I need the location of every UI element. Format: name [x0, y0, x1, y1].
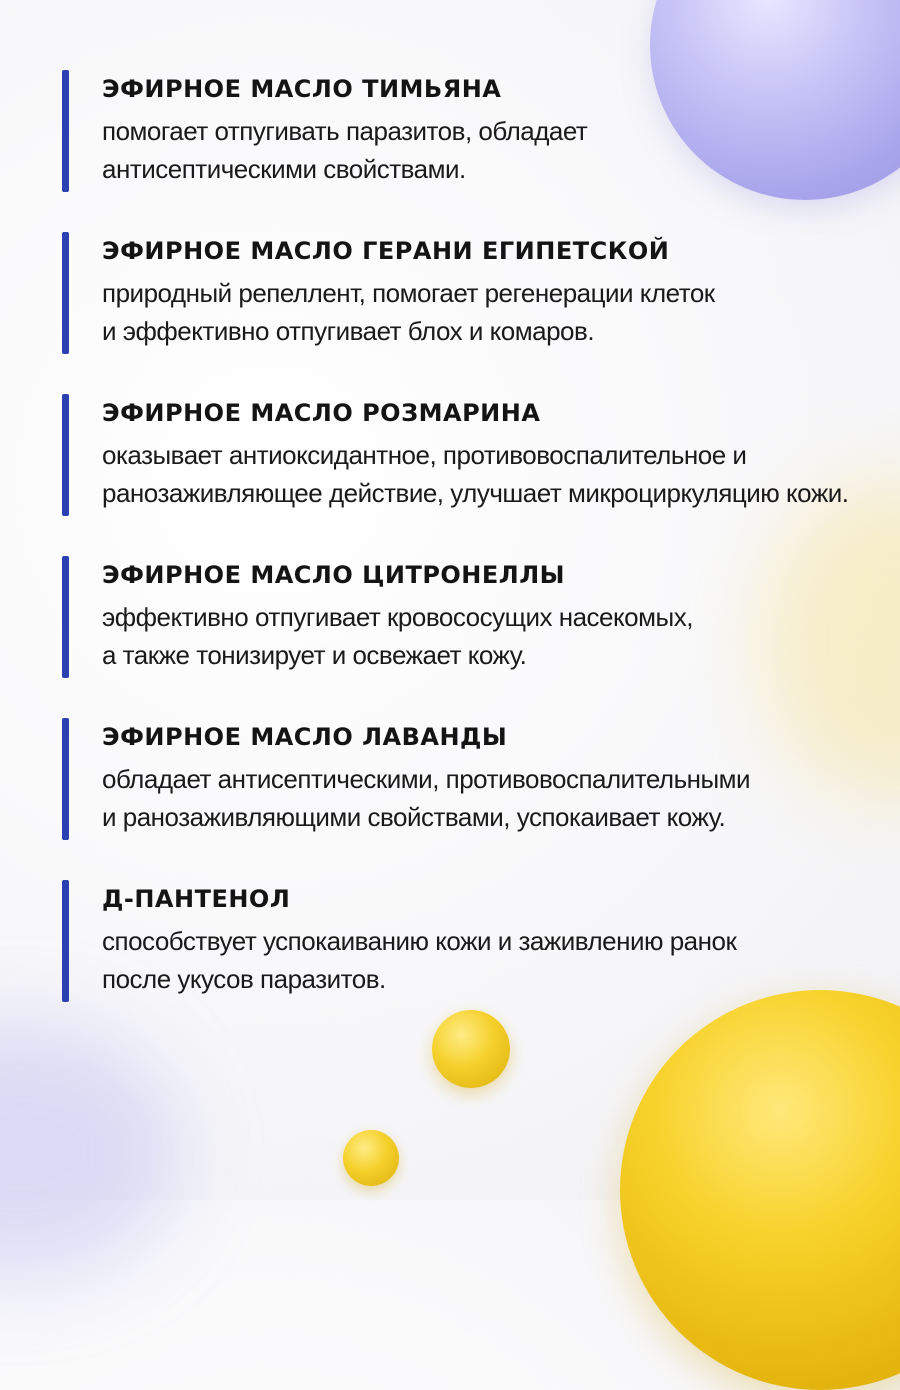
- ingredient-title: ЭФИРНОЕ МАСЛО ТИМЬЯНА: [102, 75, 502, 103]
- ingredient-title: Д-ПАНТЕНОЛ: [102, 885, 291, 913]
- ingredient-title: ЭФИРНОЕ МАСЛО ЦИТРОНЕЛЛЫ: [102, 561, 566, 589]
- ingredient-item-geranium: [62, 232, 862, 394]
- ingredient-description: эффективно отпугивает кровососущих насекомых, а также тонизирует и освежает кожу.: [102, 602, 693, 670]
- ingredient-item-lavender: [62, 718, 862, 880]
- ingredient-title: ЭФИРНОЕ МАСЛО ЛАВАНДЫ: [102, 723, 508, 751]
- ingredient-description: оказывает антиоксидантное, противовоспалительное и ранозаживляющее действие, улучшает микроциркуляцию кожи.: [102, 440, 849, 508]
- accent-bar: [62, 880, 69, 1002]
- ingredient-item-citronella: [62, 556, 862, 718]
- yellow-bubble-small: [343, 1130, 399, 1186]
- accent-bar: [62, 394, 69, 516]
- ingredient-description: природный репеллент, помогает регенерации клеток и эффективно отпугивает блох и комаров.: [102, 278, 715, 346]
- ingredient-title: ЭФИРНОЕ МАСЛО РОЗМАРИНА: [102, 399, 541, 427]
- ingredient-title: ЭФИРНОЕ МАСЛО ГЕРАНИ ЕГИПЕТСКОЙ: [102, 237, 670, 265]
- ingredient-item-rosemary: [62, 394, 862, 556]
- yellow-bubble-large: [620, 990, 900, 1390]
- lavender-glow: [0, 1020, 180, 1280]
- ingredient-description: помогает отпугивать паразитов, обладает антисептическими свойствами.: [102, 116, 588, 184]
- ingredient-item-thyme: [62, 70, 862, 232]
- ingredient-description: обладает антисептическими, противовоспалительными и ранозаживляющими свойствами, успокаивает кожу.: [102, 764, 751, 832]
- accent-bar: [62, 556, 69, 678]
- ingredient-description: способствует успокаиванию кожи и заживлению ранок после укусов паразитов.: [102, 926, 737, 994]
- ingredient-item-panthenol: [62, 880, 862, 1042]
- ingredient-list: [62, 70, 862, 1042]
- accent-bar: [62, 718, 69, 840]
- accent-bar: [62, 70, 69, 192]
- accent-bar: [62, 232, 69, 354]
